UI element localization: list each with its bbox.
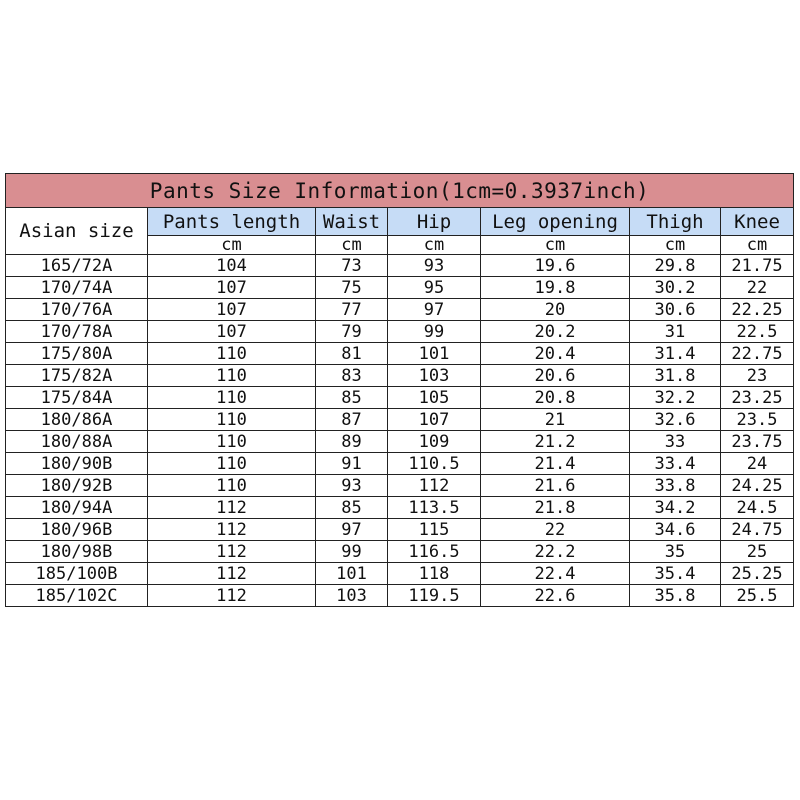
measurement-cell: 22.75 — [721, 343, 794, 365]
measurement-cell: 33.8 — [630, 475, 721, 497]
measurement-cell: 34.6 — [630, 519, 721, 541]
measurement-cell: 31 — [630, 321, 721, 343]
measurement-cell: 112 — [148, 519, 316, 541]
measurement-cell: 21 — [481, 409, 630, 431]
measurement-cell: 101 — [316, 563, 388, 585]
measurement-cell: 110 — [148, 387, 316, 409]
measurement-cell: 107 — [148, 321, 316, 343]
measurement-cell: 21.6 — [481, 475, 630, 497]
measurement-cell: 35.8 — [630, 585, 721, 607]
measurement-cell: 115 — [388, 519, 481, 541]
measurement-cell: 33.4 — [630, 453, 721, 475]
table-row — [6, 431, 794, 453]
measurement-cell: 25.25 — [721, 563, 794, 585]
measurement-cell: 20.8 — [481, 387, 630, 409]
size-cell: 170/76A — [6, 299, 148, 321]
measurement-cell: 101 — [388, 343, 481, 365]
measurement-cell: 23.25 — [721, 387, 794, 409]
measurement-cell: 20.4 — [481, 343, 630, 365]
size-cell: 180/86A — [6, 409, 148, 431]
size-cell: 180/98B — [6, 541, 148, 563]
size-cell: 170/78A — [6, 321, 148, 343]
measurement-cell: 93 — [316, 475, 388, 497]
size-cell: 180/90B — [6, 453, 148, 475]
measurement-cell: 30.2 — [630, 277, 721, 299]
measurement-cell: 97 — [388, 299, 481, 321]
measurement-cell: 85 — [316, 497, 388, 519]
measurement-cell: 112 — [148, 585, 316, 607]
measurement-cell: 118 — [388, 563, 481, 585]
measurement-cell: 33 — [630, 431, 721, 453]
measurement-cell: 73 — [316, 255, 388, 277]
measurement-cell: 75 — [316, 277, 388, 299]
measurement-cell: 23 — [721, 365, 794, 387]
unit-cell: cm — [388, 236, 481, 255]
size-cell: 170/74A — [6, 277, 148, 299]
measurement-cell: 110 — [148, 343, 316, 365]
measurement-cell: 112 — [148, 541, 316, 563]
measurement-cell: 109 — [388, 431, 481, 453]
unit-cell: cm — [721, 236, 794, 255]
measurement-cell: 112 — [388, 475, 481, 497]
measurement-cell: 22.4 — [481, 563, 630, 585]
measurement-cell: 22.5 — [721, 321, 794, 343]
table-row — [6, 541, 794, 563]
measurement-cell: 113.5 — [388, 497, 481, 519]
column-header: Knee — [721, 208, 794, 236]
measurement-cell: 91 — [316, 453, 388, 475]
measurement-cell: 24.25 — [721, 475, 794, 497]
measurement-cell: 112 — [148, 497, 316, 519]
measurement-cell: 103 — [388, 365, 481, 387]
header-asian-size: Asian size — [6, 208, 148, 255]
measurement-cell: 20.6 — [481, 365, 630, 387]
size-cell: 185/102C — [6, 585, 148, 607]
size-cell: 185/100B — [6, 563, 148, 585]
measurement-cell: 25 — [721, 541, 794, 563]
measurement-cell: 103 — [316, 585, 388, 607]
size-table — [5, 173, 794, 607]
measurement-cell: 93 — [388, 255, 481, 277]
measurement-cell: 32.6 — [630, 409, 721, 431]
measurement-cell: 110 — [148, 453, 316, 475]
table-row — [6, 475, 794, 497]
table-row — [6, 299, 794, 321]
measurement-cell: 21.2 — [481, 431, 630, 453]
measurement-cell: 116.5 — [388, 541, 481, 563]
measurement-cell: 19.8 — [481, 277, 630, 299]
unit-cell: cm — [316, 236, 388, 255]
measurement-cell: 110 — [148, 475, 316, 497]
measurement-cell: 110.5 — [388, 453, 481, 475]
table-row — [6, 365, 794, 387]
measurement-cell: 21.4 — [481, 453, 630, 475]
column-header: Thigh — [630, 208, 721, 236]
table-row — [6, 387, 794, 409]
measurement-cell: 85 — [316, 387, 388, 409]
measurement-cell: 34.2 — [630, 497, 721, 519]
unit-cell: cm — [148, 236, 316, 255]
table-row — [6, 453, 794, 475]
size-cell: 180/96B — [6, 519, 148, 541]
measurement-cell: 99 — [316, 541, 388, 563]
measurement-cell: 119.5 — [388, 585, 481, 607]
measurement-cell: 21.75 — [721, 255, 794, 277]
table-row — [6, 321, 794, 343]
measurement-cell: 99 — [388, 321, 481, 343]
measurement-cell: 81 — [316, 343, 388, 365]
table-row — [6, 497, 794, 519]
size-cell: 180/94A — [6, 497, 148, 519]
measurement-cell: 23.75 — [721, 431, 794, 453]
size-cell: 180/92B — [6, 475, 148, 497]
measurement-cell: 35.4 — [630, 563, 721, 585]
measurement-cell: 22.6 — [481, 585, 630, 607]
measurement-cell: 24.75 — [721, 519, 794, 541]
measurement-cell: 97 — [316, 519, 388, 541]
measurement-cell: 22.2 — [481, 541, 630, 563]
measurement-cell: 77 — [316, 299, 388, 321]
measurement-cell: 104 — [148, 255, 316, 277]
measurement-cell: 107 — [148, 299, 316, 321]
measurement-cell: 112 — [148, 563, 316, 585]
measurement-cell: 35 — [630, 541, 721, 563]
size-cell: 175/82A — [6, 365, 148, 387]
measurement-cell: 30.6 — [630, 299, 721, 321]
measurement-cell: 20 — [481, 299, 630, 321]
measurement-cell: 31.8 — [630, 365, 721, 387]
column-header: Pants length — [148, 208, 316, 236]
size-chart — [5, 173, 793, 607]
measurement-cell: 105 — [388, 387, 481, 409]
size-cell: 165/72A — [6, 255, 148, 277]
measurement-cell: 110 — [148, 365, 316, 387]
table-title: Pants Size Information(1cm=0.3937inch) — [6, 174, 794, 208]
table-row — [6, 519, 794, 541]
measurement-cell: 107 — [388, 409, 481, 431]
column-header: Waist — [316, 208, 388, 236]
measurement-cell: 21.8 — [481, 497, 630, 519]
measurement-cell: 22 — [721, 277, 794, 299]
measurement-cell: 110 — [148, 431, 316, 453]
table-row — [6, 409, 794, 431]
table-row — [6, 585, 794, 607]
table-row — [6, 343, 794, 365]
table-row — [6, 563, 794, 585]
measurement-cell: 107 — [148, 277, 316, 299]
measurement-cell: 89 — [316, 431, 388, 453]
size-cell: 175/84A — [6, 387, 148, 409]
size-cell: 180/88A — [6, 431, 148, 453]
column-header: Hip — [388, 208, 481, 236]
measurement-cell: 24 — [721, 453, 794, 475]
measurement-cell: 110 — [148, 409, 316, 431]
measurement-cell: 31.4 — [630, 343, 721, 365]
measurement-cell: 19.6 — [481, 255, 630, 277]
measurement-cell: 20.2 — [481, 321, 630, 343]
measurement-cell: 83 — [316, 365, 388, 387]
measurement-cell: 22 — [481, 519, 630, 541]
measurement-cell: 79 — [316, 321, 388, 343]
column-header: Leg opening — [481, 208, 630, 236]
size-cell: 175/80A — [6, 343, 148, 365]
measurement-cell: 23.5 — [721, 409, 794, 431]
unit-cell: cm — [630, 236, 721, 255]
measurement-cell: 22.25 — [721, 299, 794, 321]
unit-cell: cm — [481, 236, 630, 255]
measurement-cell: 87 — [316, 409, 388, 431]
measurement-cell: 29.8 — [630, 255, 721, 277]
measurement-cell: 24.5 — [721, 497, 794, 519]
table-row — [6, 277, 794, 299]
table-row — [6, 255, 794, 277]
measurement-cell: 25.5 — [721, 585, 794, 607]
measurement-cell: 95 — [388, 277, 481, 299]
measurement-cell: 32.2 — [630, 387, 721, 409]
